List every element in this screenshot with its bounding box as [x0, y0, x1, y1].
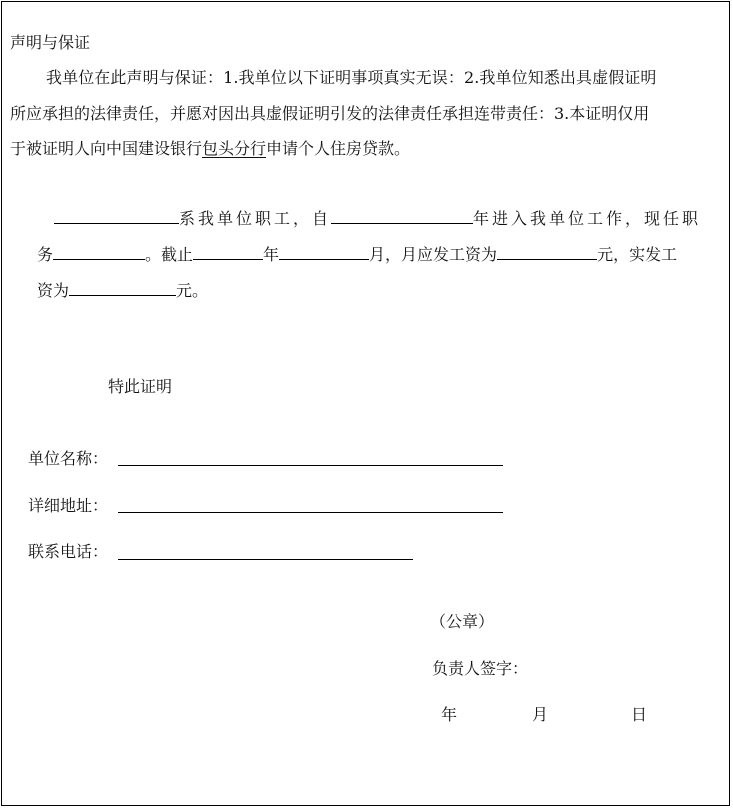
date-month-label: 月: [532, 705, 549, 724]
position-field[interactable]: [53, 243, 145, 260]
employment-text-staff: 系我单位职工，自: [179, 209, 332, 228]
phone-label: 联系电话：: [28, 542, 109, 561]
asof-month-field[interactable]: [279, 243, 369, 260]
declaration-line-2: 所应承担的法律责任，并愿对因出具虚假证明引发的法律责任承担连带责任：3.本证明仅用: [10, 104, 650, 123]
declaration-line-1: 我单位在此声明与保证：1.我单位以下证明事项真实无误：2.我单位知悉出具虚假证明: [46, 68, 657, 87]
unit-name-field[interactable]: [118, 465, 503, 466]
declaration-title: 声明与保证: [10, 33, 91, 52]
declaration-line-3: [10, 139, 410, 159]
employment-text-position: 务: [37, 245, 54, 264]
employment-text-actual: 元，实发工: [597, 245, 678, 264]
date-day-label: 日: [631, 705, 648, 724]
employment-text-asof: 。截止: [145, 245, 194, 264]
employment-line-2: [37, 243, 677, 265]
employment-text-year: 年: [263, 245, 280, 264]
employment-text-join: 年进入我单位工作，现任职: [473, 209, 702, 228]
employment-line-1: [54, 207, 701, 229]
phone-field[interactable]: [118, 559, 413, 560]
certify-text: 特此证明: [108, 377, 173, 396]
join-year-field[interactable]: [331, 207, 473, 224]
signer-label: 负责人签字：: [432, 659, 529, 678]
net-salary-field[interactable]: [69, 279, 176, 296]
bank-branch: 包头分行: [202, 139, 267, 158]
asof-year-field[interactable]: [193, 243, 263, 260]
address-label: 详细地址：: [28, 496, 109, 515]
employee-name-field[interactable]: [54, 207, 179, 224]
unit-name-label: 单位名称：: [28, 449, 109, 468]
gross-salary-field[interactable]: [497, 243, 597, 260]
declaration-line-3-end: 申请个人住房贷款。: [266, 139, 411, 158]
employment-text-yuan: 元。: [176, 281, 209, 300]
employment-text-salary: 资为: [37, 281, 70, 300]
employment-line-3: [37, 279, 208, 301]
official-seal-label: （公章）: [430, 612, 495, 631]
declaration-line-3-start: 于被证明人向中国建设银行: [10, 139, 203, 158]
employment-text-month: 月，月应发工资为: [369, 245, 498, 264]
date-year-label: 年: [441, 705, 458, 724]
address-field[interactable]: [118, 512, 503, 513]
